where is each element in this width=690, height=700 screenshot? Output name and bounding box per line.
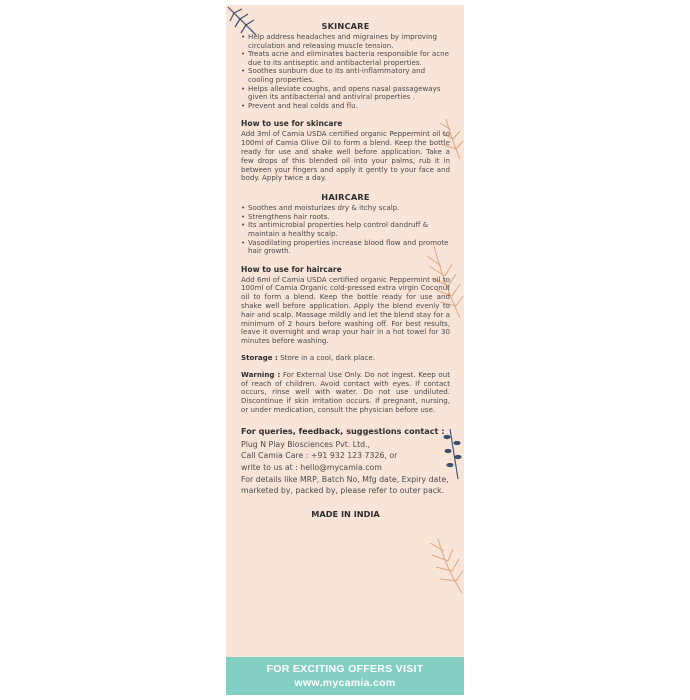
product-label-panel bbox=[226, 5, 464, 695]
haircare-benefits-list bbox=[241, 204, 450, 256]
list-item: • Soothes and moisturizes dry & itchy scalp. bbox=[241, 204, 450, 213]
contact-company: Plug N Play Biosciences Pvt. Ltd., bbox=[241, 439, 371, 449]
made-in-india: MADE IN INDIA bbox=[311, 508, 380, 519]
skincare-benefits-list bbox=[241, 33, 450, 110]
haircare-howto-title: How to use for haircare bbox=[241, 264, 342, 274]
storage-text: Store in a cool, dark place. bbox=[277, 353, 375, 363]
warning-note bbox=[241, 371, 450, 415]
footer-website-link[interactable]: www.mycamia.com bbox=[294, 677, 396, 689]
list-item: • Strengthens hair roots. bbox=[241, 213, 450, 222]
storage-label: Storage : bbox=[241, 353, 278, 363]
label-content bbox=[241, 21, 450, 519]
tan-palm-icon bbox=[422, 535, 464, 595]
haircare-howto-text: Add 6ml of Camia USDA certified organic Peppermint oil to 100ml of Camia Organic cold-pressed extra virgin Coconut oil to form a blend. Keep the bottle ready for use and shake well before application. Apply the blend evenly to hair and scalp. Massage mildly and let the blend stay for a minimum of 2 hours before washing off. For best results, leave it overnight and wrap your hair in a hot towel for 30 minutes before washing. bbox=[241, 274, 450, 346]
warning-label: Warning : bbox=[241, 369, 281, 379]
skincare-howto-title: How to use for skincare bbox=[241, 119, 343, 129]
warning-text: For External Use Only. Do not ingest. Keep out of reach of children. Avoid contact with eyes. If contact occurs, rinse well with water. Do not use undiluted. Discontinue if skin irritation occurs. If pregnant, nursing, or under medication, consult the physician before use. bbox=[241, 369, 451, 415]
footer-offers-text: FOR EXCITING OFFERS VISIT bbox=[266, 663, 424, 675]
list-item: • Help address headaches and migraines by improving circulation and releasing muscle tension. bbox=[241, 33, 450, 50]
contact-care-phone: Call Camia Care : +91 932 123 7326, or bbox=[241, 451, 398, 461]
offers-footer-banner bbox=[226, 657, 464, 695]
contact-details: For details like MRP, Batch No, Mfg date, Expiry date, marketed by, packed by, please refer to outer pack. bbox=[241, 474, 449, 496]
skincare-title: SKINCARE bbox=[321, 21, 370, 31]
list-item: • Treats acne and eliminates bacteria responsible for acne due to its antiseptic and antibacterial properties. bbox=[241, 50, 450, 67]
list-item: • Helps alleviate coughs, and opens nasal passageways given its antibacterial and antiviral properties . bbox=[241, 85, 450, 102]
list-item: • Vasodilating properties increase blood flow and promote hair growth. bbox=[241, 239, 450, 256]
haircare-title: HAIRCARE bbox=[321, 192, 370, 203]
list-item: • Soothes sunburn due to its anti-inflammatory and cooling properties. bbox=[241, 67, 450, 84]
storage-note bbox=[241, 354, 450, 363]
list-item: • Its antimicrobial properties help control dandruff & maintain a healthy scalp. bbox=[241, 221, 450, 238]
contact-title: For queries, feedback, suggestions contact : bbox=[241, 425, 445, 436]
skincare-howto-text: Add 3ml of Camia USDA certified organic Peppermint oil to 100ml of Camia Olive Oil to form a blend. Keep the bottle ready for use and shake well before application. Take a few drops of this blended oil into your palms, rub it in between your fingers and apply it gently to your face and body. Apply twice a day. bbox=[241, 129, 450, 183]
contact-email: write to us at : hello@mycamia.com bbox=[241, 463, 382, 473]
list-item: • Prevent and heal colds and flu. bbox=[241, 102, 450, 111]
